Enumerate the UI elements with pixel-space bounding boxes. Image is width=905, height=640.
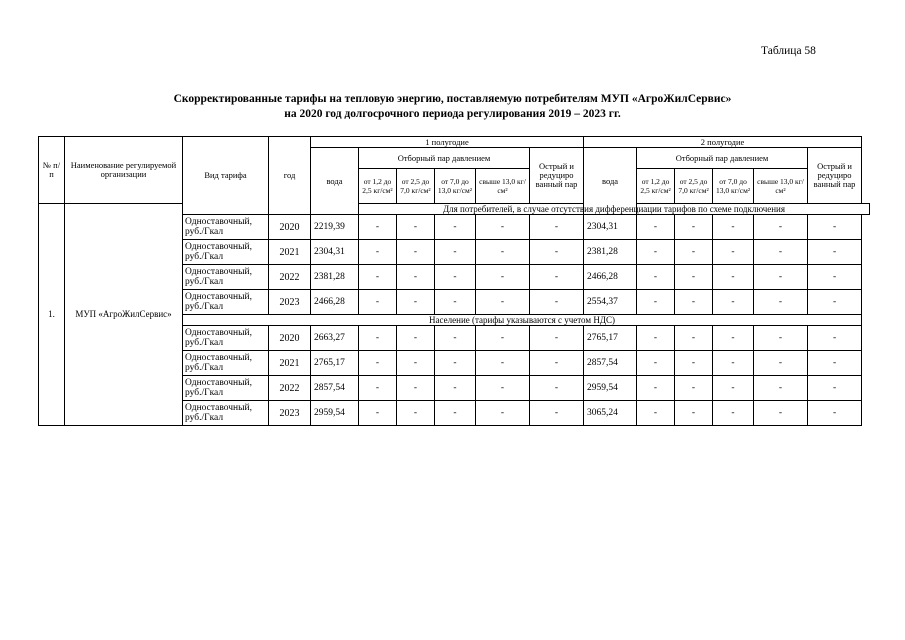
water-tariff-h1-cell: 2857,54 — [311, 376, 359, 401]
dash-cell: - — [754, 240, 808, 265]
tariff-type-cell: Одноставочный, руб./Гкал — [183, 326, 269, 351]
dash-cell: - — [713, 401, 754, 426]
dash-cell: - — [397, 376, 435, 401]
dash-cell: - — [476, 376, 530, 401]
dash-cell: - — [397, 215, 435, 240]
dash-cell: - — [359, 265, 397, 290]
header-p3-h2: от 7,0 до 13,0 кг/см² — [713, 169, 754, 204]
header-num: № п/п — [39, 137, 65, 204]
dash-cell: - — [808, 290, 862, 315]
dash-cell: - — [530, 326, 584, 351]
dash-cell: - — [530, 265, 584, 290]
dash-cell: - — [637, 240, 675, 265]
dash-cell: - — [808, 215, 862, 240]
org-number: 1. — [39, 204, 65, 426]
tariff-table — [38, 136, 870, 426]
tariff-type-cell: Одноставочный, руб./Гкал — [183, 401, 269, 426]
year-cell: 2022 — [269, 265, 311, 290]
water-tariff-h2-cell: 2959,54 — [584, 376, 637, 401]
dash-cell: - — [359, 215, 397, 240]
dash-cell: - — [808, 326, 862, 351]
dash-cell: - — [713, 351, 754, 376]
water-tariff-h1-cell: 2466,28 — [311, 290, 359, 315]
water-tariff-h2-cell: 2857,54 — [584, 351, 637, 376]
header-steam-pressure-2: Отборный пар давлением — [637, 148, 808, 169]
dash-cell: - — [397, 240, 435, 265]
dash-cell: - — [435, 326, 476, 351]
year-cell: 2022 — [269, 376, 311, 401]
dash-cell: - — [435, 351, 476, 376]
dash-cell: - — [476, 240, 530, 265]
dash-cell: - — [435, 401, 476, 426]
water-tariff-h1-cell: 2381,28 — [311, 265, 359, 290]
water-tariff-h1-cell: 2219,39 — [311, 215, 359, 240]
water-tariff-h2-cell: 2765,17 — [584, 326, 637, 351]
dash-cell: - — [637, 376, 675, 401]
dash-cell: - — [530, 215, 584, 240]
dash-cell: - — [675, 351, 713, 376]
water-tariff-h2-cell: 2381,28 — [584, 240, 637, 265]
dash-cell: - — [359, 240, 397, 265]
dash-cell: - — [435, 240, 476, 265]
dash-cell: - — [359, 351, 397, 376]
dash-cell: - — [637, 265, 675, 290]
tariff-type-cell: Одноставочный, руб./Гкал — [183, 351, 269, 376]
header-sharp-steam-1: Острый и редуциро ванный пар — [530, 148, 584, 204]
dash-cell: - — [754, 215, 808, 240]
dash-cell: - — [754, 265, 808, 290]
header-org: Наименование регулируемой организации — [65, 137, 183, 204]
dash-cell: - — [359, 401, 397, 426]
water-tariff-h2-cell: 2304,31 — [584, 215, 637, 240]
header-water-1: вода — [311, 148, 359, 215]
water-tariff-h1-cell: 2304,31 — [311, 240, 359, 265]
dash-cell: - — [675, 376, 713, 401]
dash-cell: - — [675, 265, 713, 290]
dash-cell: - — [675, 215, 713, 240]
dash-cell: - — [476, 351, 530, 376]
water-tariff-h1-cell: 2765,17 — [311, 351, 359, 376]
year-cell: 2020 — [269, 326, 311, 351]
dash-cell: - — [713, 376, 754, 401]
dash-cell: - — [530, 376, 584, 401]
dash-cell: - — [637, 290, 675, 315]
water-tariff-h2-cell: 3065,24 — [584, 401, 637, 426]
dash-cell: - — [713, 265, 754, 290]
dash-cell: - — [808, 401, 862, 426]
water-tariff-h1-cell: 2959,54 — [311, 401, 359, 426]
year-cell: 2023 — [269, 401, 311, 426]
header-p4-h2: свыше 13,0 кг/см² — [754, 169, 808, 204]
section-title: Население (тарифы указываются с учетом НДС) — [183, 315, 862, 326]
dash-cell: - — [476, 326, 530, 351]
year-cell: 2021 — [269, 240, 311, 265]
dash-cell: - — [435, 215, 476, 240]
dash-cell: - — [808, 351, 862, 376]
dash-cell: - — [359, 326, 397, 351]
dash-cell: - — [675, 240, 713, 265]
header-half2: 2 полугодие — [584, 137, 862, 148]
header-p2-h2: от 2,5 до 7,0 кг/см² — [675, 169, 713, 204]
tariff-type-cell: Одноставочный, руб./Гкал — [183, 376, 269, 401]
dash-cell: - — [754, 376, 808, 401]
document-subtitle: на 2020 год долгосрочного периода регулирования 2019 – 2023 гг. — [284, 108, 621, 120]
dash-cell: - — [754, 290, 808, 315]
dash-cell: - — [435, 290, 476, 315]
dash-cell: - — [530, 240, 584, 265]
tariff-type-cell: Одноставочный, руб./Гкал — [183, 290, 269, 315]
water-tariff-h1-cell: 2663,27 — [311, 326, 359, 351]
dash-cell: - — [435, 265, 476, 290]
dash-cell: - — [808, 376, 862, 401]
dash-cell: - — [476, 265, 530, 290]
dash-cell: - — [359, 290, 397, 315]
header-p1-h1: от 1,2 до 2,5 кг/см² — [359, 169, 397, 204]
dash-cell: - — [637, 326, 675, 351]
year-cell: 2020 — [269, 215, 311, 240]
dash-cell: - — [637, 351, 675, 376]
dash-cell: - — [359, 376, 397, 401]
dash-cell: - — [530, 290, 584, 315]
table-number-label: Таблица 58 — [761, 45, 816, 57]
header-p1-h2: от 1,2 до 2,5 кг/см² — [637, 169, 675, 204]
dash-cell: - — [675, 401, 713, 426]
dash-cell: - — [675, 290, 713, 315]
header-half1: 1 полугодие — [311, 137, 584, 148]
year-cell: 2023 — [269, 290, 311, 315]
water-tariff-h2-cell: 2554,37 — [584, 290, 637, 315]
dash-cell: - — [754, 401, 808, 426]
dash-cell: - — [713, 240, 754, 265]
header-tariff-type: Вид тарифа — [183, 137, 269, 215]
dash-cell: - — [754, 351, 808, 376]
dash-cell: - — [397, 265, 435, 290]
header-sharp-steam-2: Острый и редуциро ванный пар — [808, 148, 862, 204]
dash-cell: - — [675, 326, 713, 351]
dash-cell: - — [637, 215, 675, 240]
dash-cell: - — [397, 326, 435, 351]
section-row — [39, 204, 870, 215]
document-title: Скорректированные тарифы на тепловую энергию, поставляемую потребителям МУП «АгроЖилСервис» — [173, 93, 732, 105]
tariff-type-cell: Одноставочный, руб./Гкал — [183, 240, 269, 265]
dash-cell: - — [713, 215, 754, 240]
dash-cell: - — [713, 290, 754, 315]
dash-cell: - — [397, 401, 435, 426]
water-tariff-h2-cell: 2466,28 — [584, 265, 637, 290]
dash-cell: - — [397, 290, 435, 315]
dash-cell: - — [397, 351, 435, 376]
header-steam-pressure-1: Отборный пар давлением — [359, 148, 530, 169]
header-water-2: вода — [584, 148, 637, 215]
dash-cell: - — [435, 376, 476, 401]
dash-cell: - — [530, 351, 584, 376]
tariff-type-cell: Одноставочный, руб./Гкал — [183, 265, 269, 290]
org-name: МУП «АгроЖилСервис» — [65, 204, 183, 426]
header-p3-h1: от 7,0 до 13,0 кг/см² — [435, 169, 476, 204]
dash-cell: - — [808, 265, 862, 290]
tariff-type-cell: Одноставочный, руб./Гкал — [183, 215, 269, 240]
header-year: год — [269, 137, 311, 215]
dash-cell: - — [754, 326, 808, 351]
section-title: Для потребителей, в случае отсутствия дифференциации тарифов по схеме подключения — [359, 204, 870, 215]
dash-cell: - — [808, 240, 862, 265]
year-cell: 2021 — [269, 351, 311, 376]
dash-cell: - — [713, 326, 754, 351]
dash-cell: - — [476, 401, 530, 426]
dash-cell: - — [476, 215, 530, 240]
header-p4-h1: свыше 13,0 кг/см² — [476, 169, 530, 204]
dash-cell: - — [476, 290, 530, 315]
dash-cell: - — [530, 401, 584, 426]
header-p2-h1: от 2,5 до 7,0 кг/см² — [397, 169, 435, 204]
dash-cell: - — [637, 401, 675, 426]
